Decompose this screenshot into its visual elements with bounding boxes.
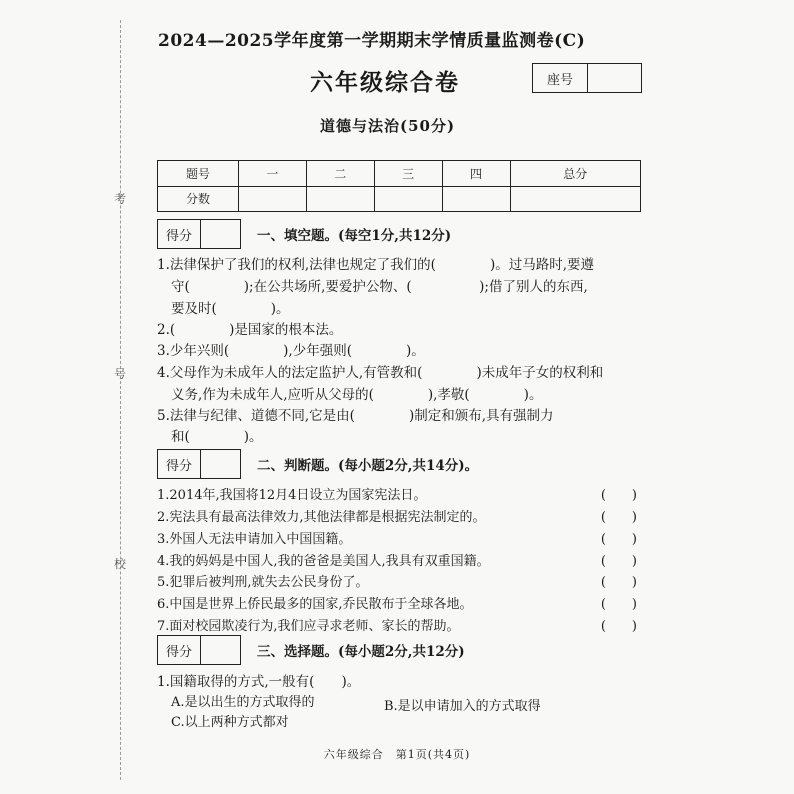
score-table-cell: 分数 xyxy=(158,186,239,212)
exam-title: 2024—2025学年度第一学期期末学情质量监测卷(C) xyxy=(158,31,586,51)
score-table-cell: 二 xyxy=(306,161,374,187)
section-3-header xyxy=(157,635,465,665)
answer-parentheses[interactable]: ( ) xyxy=(600,510,637,525)
seat-label: 座号 xyxy=(533,64,588,92)
seat-number-box xyxy=(532,63,642,93)
score-input-cell[interactable] xyxy=(306,186,374,212)
question-line: 3.少年兴则( ),少年强则( )。 xyxy=(157,343,425,359)
score-input-cell[interactable] xyxy=(239,186,307,212)
choice-option-b[interactable]: B.是以申请加入的方式取得 xyxy=(384,699,541,714)
true-false-text: 3.外国人无法申请加入中国国籍。 xyxy=(157,532,352,547)
choice-question: 1.国籍取得的方式,一般有( )。 xyxy=(157,674,361,690)
score-box-label: 得分 xyxy=(158,636,201,664)
score-box-field[interactable] xyxy=(201,636,240,664)
true-false-text: 7.面对校园欺凌行为,我们应寻求老师、家长的帮助。 xyxy=(157,619,460,634)
section-1-header xyxy=(157,219,451,249)
section-2-header xyxy=(157,449,478,479)
answer-parentheses[interactable]: ( ) xyxy=(600,597,637,612)
question-line: 2.( )是国家的根本法。 xyxy=(157,322,343,338)
question-line: 5.法律与纪律、道德不同,它是由( )制定和颁布,具有强制力 xyxy=(157,408,554,424)
score-box-field[interactable] xyxy=(201,450,240,478)
subject-title: 道德与法治(50分) xyxy=(320,117,456,135)
section-1-title: 一、填空题。(每空1分,共12分) xyxy=(257,228,452,244)
answer-parentheses[interactable]: ( ) xyxy=(600,532,637,547)
page-footer: 六年级综合 第1页(共4页) xyxy=(323,748,471,761)
true-false-text: 5.犯罪后被判刑,就失去公民身份了。 xyxy=(157,575,369,590)
score-table-score-row xyxy=(158,186,641,212)
score-input-cell[interactable] xyxy=(442,186,510,212)
score-table-cell: 四 xyxy=(442,161,510,187)
score-box-label: 得分 xyxy=(158,450,201,478)
binding-mark: 号 xyxy=(113,367,126,381)
score-box xyxy=(157,449,241,479)
question-line: 1.法律保护了我们的权利,法律也规定了我们的( )。过马路时,要遵 xyxy=(157,257,594,273)
true-false-text: 1.2014年,我国将12月4日设立为国家宪法日。 xyxy=(157,488,427,503)
score-table-cell: 三 xyxy=(374,161,442,187)
binding-mark: 校 xyxy=(113,557,126,571)
seat-number-field[interactable] xyxy=(588,64,641,92)
answer-parentheses[interactable]: ( ) xyxy=(600,554,637,569)
answer-parentheses[interactable]: ( ) xyxy=(600,575,637,590)
section-2-title: 二、判断题。(每小题2分,共14分)。 xyxy=(257,458,479,474)
question-line: 4.父母作为未成年人的法定监护人,有管教和( )未成年子女的权利和 xyxy=(157,365,604,381)
score-table-header-row xyxy=(158,161,641,187)
question-line: 守( );在公共场所,要爱护公物、( );借了别人的东西, xyxy=(171,279,588,295)
choice-option-a[interactable]: A.是以出生的方式取得的 xyxy=(171,695,315,710)
score-box xyxy=(157,219,241,249)
answer-parentheses[interactable]: ( ) xyxy=(600,488,637,503)
score-table-cell: 总分 xyxy=(510,161,641,187)
section-3-title: 三、选择题。(每小题2分,共12分) xyxy=(257,644,465,660)
question-line: 义务,作为未成年人,应听从父母的( ),孝敬( )。 xyxy=(171,387,543,403)
score-box-field[interactable] xyxy=(201,220,240,248)
score-input-cell[interactable] xyxy=(374,186,442,212)
score-box xyxy=(157,635,241,665)
true-false-text: 2.宪法具有最高法律效力,其他法律都是根据宪法制定的。 xyxy=(157,510,486,525)
binding-marks xyxy=(112,0,128,794)
true-false-text: 4.我的妈妈是中国人,我的爸爸是美国人,我具有双重国籍。 xyxy=(157,554,490,569)
true-false-text: 6.中国是世界上侨民最多的国家,乔民散布于全球各地。 xyxy=(157,597,473,612)
question-line: 和( )。 xyxy=(171,429,263,445)
answer-parentheses[interactable]: ( ) xyxy=(600,619,637,634)
question-line: 要及时( )。 xyxy=(171,301,290,317)
grade-title: 六年级综合卷 xyxy=(310,70,460,96)
score-table xyxy=(157,160,641,212)
binding-mark: 考 xyxy=(113,192,126,206)
choice-option-c[interactable]: C.以上两种方式都对 xyxy=(171,715,289,730)
score-table-cell: 一 xyxy=(239,161,307,187)
score-box-label: 得分 xyxy=(158,220,201,248)
score-table-cell: 题号 xyxy=(158,161,239,187)
score-input-cell[interactable] xyxy=(510,186,641,212)
